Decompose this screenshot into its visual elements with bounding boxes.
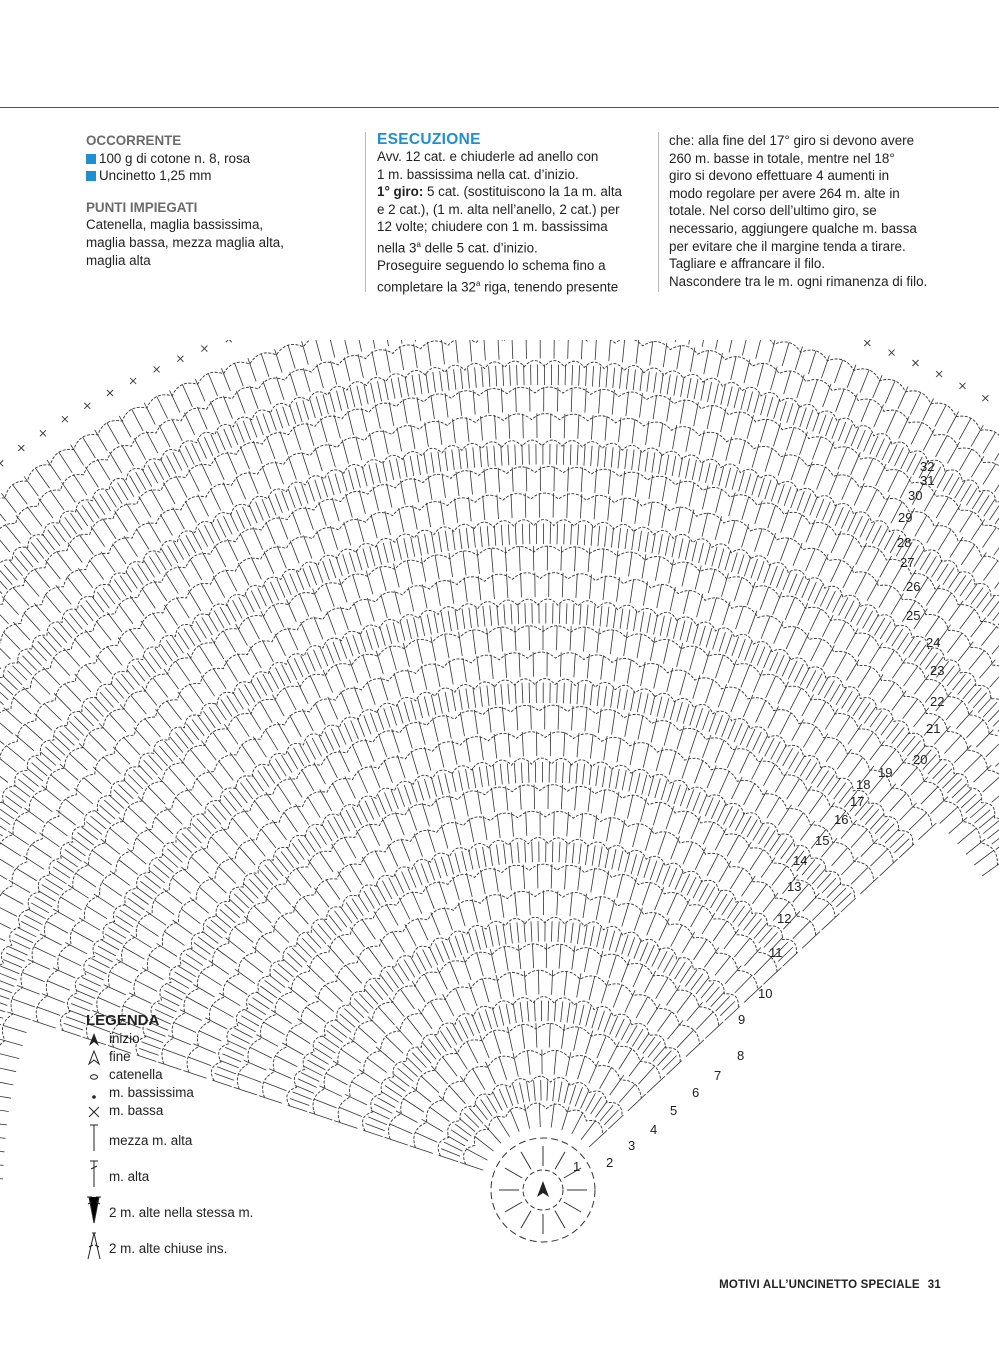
legend-item: 2 m. alte chiuse ins. <box>86 1229 159 1265</box>
execution-line: Proseguire seguendo lo schema fino a <box>377 258 606 274</box>
row-number-label: 8 <box>737 1048 745 1063</box>
execution-line: Nascondere tra le m. ogni rimanenza di filo. <box>669 273 928 289</box>
row-number-label: 11 <box>769 945 783 960</box>
row-number-label: 4 <box>650 1122 658 1137</box>
legend-item: m. alta <box>86 1157 159 1193</box>
bullet-square-icon <box>86 154 96 164</box>
execution-line: totale. Nel corso dell’ultimo giro, se <box>669 203 877 219</box>
column-divider <box>658 132 659 292</box>
row-number-label: 30 <box>908 488 923 503</box>
execution-line: 12 volte; chiudere con 1 m. bassissima <box>377 219 608 235</box>
row-number-label: 22 <box>930 694 945 709</box>
material-item: Uncinetto 1,25 mm <box>86 167 346 185</box>
header-rule <box>0 107 999 108</box>
row-number-label: 15 <box>815 833 830 848</box>
two-dc-together-icon <box>86 1229 102 1263</box>
execution-line: giro si devono effettuare 4 aumenti in <box>669 168 890 184</box>
row-number-label: 18 <box>856 777 871 792</box>
execution-line: 1 m. bassissima nella cat. d’inizio. <box>377 166 579 182</box>
row-number-label: 29 <box>898 510 913 525</box>
row-number-label: 17 <box>850 794 865 809</box>
row-number-label: 25 <box>906 608 921 623</box>
execution-column <box>377 132 653 296</box>
material-item: 100 g di cotone n. 8, rosa <box>86 150 346 168</box>
row-number-label: 19 <box>878 765 893 780</box>
legend-item: 2 m. alte nella stessa m. <box>86 1193 159 1229</box>
row-number-label: 14 <box>793 853 808 868</box>
execution-line: 260 m. basse in totale, mentre nel 18° <box>669 150 895 166</box>
row-number-label: 7 <box>714 1068 722 1083</box>
execution-line: che: alla fine del 17° giro si devono avere <box>669 133 915 148</box>
execution-line: completare la 32$^a$ riga, tenendo presente <box>377 278 619 295</box>
row-number-label: 21 <box>926 721 941 736</box>
legend-title: LEGENDA <box>86 1012 160 1029</box>
occorrente-heading: OCCORRENTE <box>86 133 182 148</box>
row-number-label: 23 <box>930 663 945 678</box>
half-double-crochet-icon <box>86 1121 102 1155</box>
row-number-label: 26 <box>906 579 921 594</box>
legend-item: m. bassissima <box>86 1085 159 1103</box>
execution-line: 1° giro: 5 cat. (sostituiscono la 1a m. alta <box>377 184 623 200</box>
legend-item: fine <box>86 1049 159 1067</box>
row-number-label: 16 <box>834 812 849 827</box>
chain-oval-icon <box>86 1067 102 1085</box>
execution-line: per evitare che il margine tenda a tirare. <box>669 238 906 254</box>
punti-line: maglia bassa, mezza maglia alta, <box>86 234 284 250</box>
execution-line: Avv. 12 cat. e chiuderle ad anello con <box>377 149 599 164</box>
execution-line: e 2 cat.), (1 m. alta nell’anello, 2 cat.) per <box>377 201 620 217</box>
row-number-label: 31 <box>920 473 935 488</box>
row-number-label: 1 <box>573 1159 581 1174</box>
start-arrow-filled-icon <box>86 1031 102 1049</box>
row-number-label: 24 <box>926 635 941 650</box>
legend-item: inizio <box>86 1031 159 1049</box>
execution-line: nella 3$^a$ delle 5 cat. d’inizio. <box>377 239 538 256</box>
row-number-label: 2 <box>606 1155 614 1170</box>
row-number-label: 3 <box>628 1138 636 1153</box>
row-number-label: 20 <box>913 752 928 767</box>
two-dc-same-stitch-icon <box>86 1193 102 1227</box>
row-number-label: 13 <box>787 879 802 894</box>
legend-item: mezza m. alta <box>86 1121 159 1157</box>
execution-line: Tagliare e affrancare il filo. <box>669 256 826 272</box>
slip-stitch-dot-icon <box>86 1085 102 1103</box>
row-number-label: 12 <box>777 911 792 926</box>
page-number: 31 <box>927 1279 941 1291</box>
row-number-label: 28 <box>897 535 912 550</box>
legend-item: m. bassa <box>86 1103 159 1121</box>
execution-continued-column <box>669 132 949 290</box>
esecuzione-heading: ESECUZIONE <box>377 131 481 148</box>
magazine-title: MOTIVI ALL’UNCINETTO SPECIALE <box>719 1279 920 1291</box>
legend-item: catenella <box>86 1067 159 1085</box>
row-number-label: 10 <box>758 986 773 1001</box>
legend <box>86 1012 254 1265</box>
execution-line: necessario, aggiungere qualche m. bassa <box>669 220 917 236</box>
page-footer <box>719 1279 941 1291</box>
single-crochet-x-icon <box>86 1103 102 1121</box>
row-number-label: 5 <box>670 1103 678 1118</box>
punti-line: maglia alta <box>86 252 151 268</box>
materials-column <box>86 132 346 269</box>
row-number-label: 32 <box>920 459 935 474</box>
end-arrow-outline-icon <box>86 1049 102 1067</box>
punti-heading: PUNTI IMPIEGATI <box>86 199 198 215</box>
column-divider <box>365 132 366 292</box>
double-crochet-icon <box>86 1157 102 1191</box>
row-number-label: 27 <box>900 555 915 570</box>
bullet-square-icon <box>86 171 96 181</box>
row-number-label: 6 <box>692 1085 700 1100</box>
punti-line: Catenella, maglia bassissima, <box>86 217 264 233</box>
execution-line: modo regolare per avere 264 m. alte in <box>669 185 900 201</box>
row-number-label: 9 <box>738 1012 746 1027</box>
